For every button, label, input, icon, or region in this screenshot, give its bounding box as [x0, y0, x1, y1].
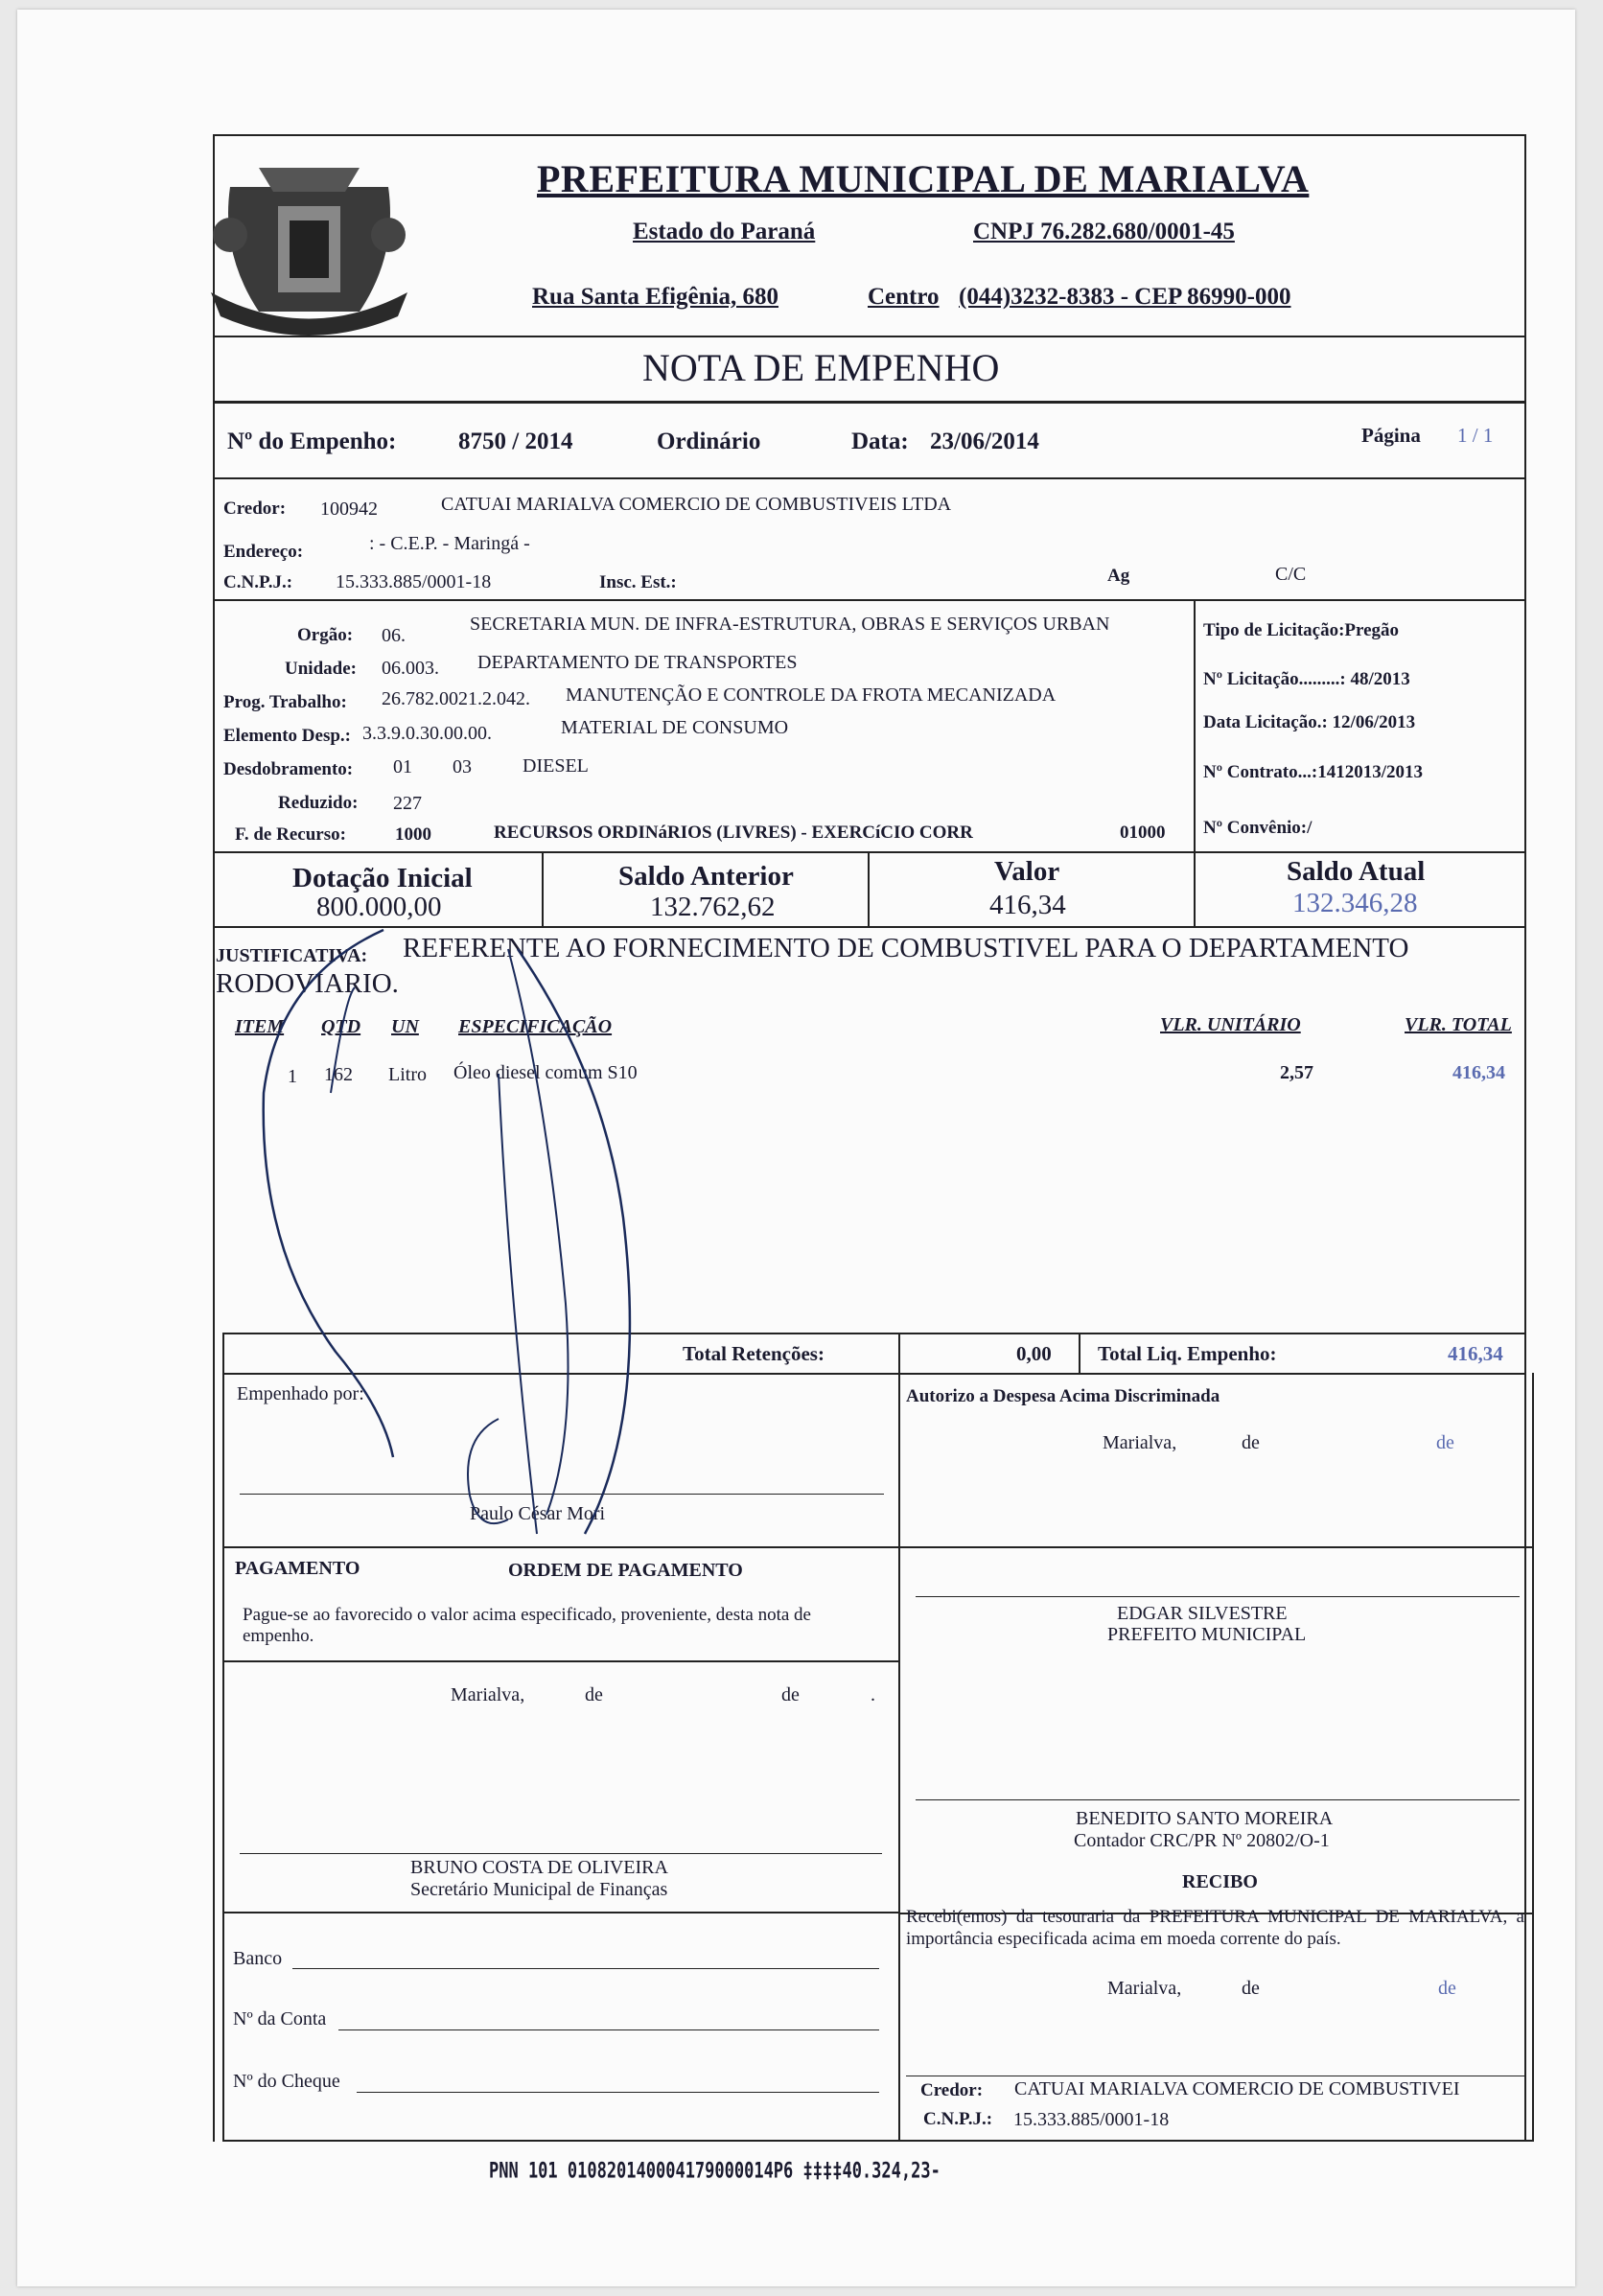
secretario-name: BRUNO COSTA DE OLIVEIRA: [410, 1857, 668, 1878]
empenhado-label: Empenhado por:: [237, 1383, 364, 1404]
item-unit-value: 2,57: [1280, 1062, 1313, 1083]
banco-label: Banco: [233, 1948, 283, 1969]
orgao-code: 06.: [382, 625, 406, 646]
conta-label: Nº da Conta: [233, 2008, 327, 2029]
recurso-name: RECURSOS ORDINáRIOS (LIVRES) - EXERCíCIO CORR: [494, 823, 973, 843]
cheque-line[interactable]: [357, 2092, 879, 2093]
col-total: VLR. TOTAL: [1405, 1014, 1512, 1035]
page-number: 1 / 1: [1457, 424, 1494, 447]
autorizo-label: Autorizo a Despesa Acima Discriminada: [906, 1386, 1220, 1406]
item-qtd: 162: [324, 1064, 353, 1085]
anterior-label: Saldo Anterior: [618, 861, 794, 892]
justificativa-text-1: REFERENTE AO FORNECIMENTO DE COMBUSTIVEL PARA O DEPARTAMENTO: [403, 933, 1409, 963]
dotacao-value: 800.000,00: [316, 892, 442, 922]
footer-cnpj-label: C.N.P.J.:: [923, 2109, 993, 2129]
ordem-pagamento-label: ORDEM DE PAGAMENTO: [508, 1560, 743, 1581]
elem-code: 3.3.9.0.30.00.00.: [362, 723, 492, 744]
recibo-de-1: de: [1242, 1978, 1260, 1999]
cc-label: C/C: [1275, 564, 1307, 585]
desd-label: Desdobramento:: [223, 759, 354, 779]
autorizo-de-2: de: [1436, 1432, 1454, 1453]
frame-left: [213, 134, 215, 2142]
item-number: 1: [288, 1066, 297, 1087]
recibo-label: RECIBO: [1182, 1871, 1258, 1892]
desd-a: 01: [393, 756, 412, 777]
empenho-label: Nº do Empenho:: [227, 429, 397, 454]
contador-signature-line: [916, 1799, 1520, 1800]
pagamento-city: Marialva,: [451, 1684, 525, 1705]
desd-b: 03: [453, 756, 472, 777]
header-address: Rua Santa Efigênia, 680: [532, 284, 778, 310]
recibo-city: Marialva,: [1107, 1978, 1182, 1999]
unidade-label: Unidade:: [285, 659, 357, 679]
orgao-label: Orgão:: [297, 625, 354, 645]
handwritten-signature: [221, 901, 681, 1572]
prog-code: 26.782.0021.2.042.: [382, 688, 530, 709]
recurso-label: F. de Recurso:: [235, 824, 346, 845]
empenho-number: 8750 / 2014: [458, 429, 573, 454]
lic-convenio: Nº Convênio:/: [1203, 818, 1313, 838]
lic-numero: Nº Licitação.........: 48/2013: [1203, 669, 1410, 689]
prog-name: MANUTENÇÃO E CONTROLE DA FROTA MECANIZADA: [566, 684, 1057, 706]
pagamento-de-1: de: [585, 1684, 603, 1705]
empenhado-signer: Paulo César Mori: [470, 1503, 606, 1524]
pagamento-de-2: de: [781, 1684, 800, 1705]
ag-label: Ag: [1107, 566, 1130, 586]
col-unitario: VLR. UNITÁRIO: [1160, 1014, 1301, 1035]
justificativa-label: JUSTIFICATIVA:: [216, 945, 368, 966]
recibo-de-2: de: [1438, 1978, 1456, 1999]
banco-line[interactable]: [292, 1968, 879, 1969]
recurso-code2: 01000: [1120, 823, 1166, 843]
col-item: ITEM: [235, 1016, 285, 1037]
unidade-name: DEPARTAMENTO DE TRANSPORTES: [477, 652, 798, 673]
prefeito-role: PREFEITO MUNICIPAL: [1107, 1624, 1307, 1645]
elem-name: MATERIAL DE CONSUMO: [561, 717, 789, 738]
atual-label: Saldo Atual: [1287, 856, 1426, 887]
lic-data: Data Licitação.: 12/06/2013: [1203, 712, 1416, 732]
valor-label: Valor: [994, 856, 1060, 887]
header-phone-cep: (044)3232-8383 - CEP 86990-000: [959, 284, 1291, 310]
col-qtd: QTD: [321, 1016, 361, 1037]
frame-right: [1524, 134, 1526, 2142]
unidade-code: 06.003.: [382, 658, 439, 679]
recurso-code: 1000: [395, 824, 431, 845]
frame-top: [213, 134, 1526, 136]
col-un: UN: [391, 1016, 419, 1037]
municipal-coat-of-arms: [201, 149, 417, 345]
document-title: NOTA DE EMPENHO: [642, 346, 1000, 389]
footer-cnpj: 15.333.885/0001-18: [1013, 2109, 1170, 2130]
dotacao-label: Dotação Inicial: [292, 863, 473, 893]
prefeito-name: EDGAR SILVESTRE: [1117, 1603, 1288, 1624]
conta-line[interactable]: [338, 2029, 879, 2030]
autorizo-city: Marialva,: [1103, 1432, 1177, 1453]
pagamento-label: PAGAMENTO: [235, 1558, 360, 1579]
valor-value: 416,34: [989, 890, 1066, 920]
retencoes-value: 0,00: [1016, 1342, 1052, 1365]
prefeito-signature-line: [916, 1596, 1520, 1597]
insc-est-label: Insc. Est.:: [599, 572, 677, 592]
liq-empenho-label: Total Liq. Empenho:: [1098, 1342, 1277, 1365]
recibo-text: Recebi(emos) da tesouraria da PREFEITURA MUNICIPAL DE MARIALVA, a importância especificada acima em moeda corrente do país.: [906, 1907, 1524, 1949]
prog-label: Prog. Trabalho:: [223, 692, 347, 712]
header-district: Centro: [868, 284, 940, 310]
credor-address: : - C.E.P. - Maringá -: [369, 533, 530, 554]
barcode-text: PNN 101 010820140004179000014P6 ‡‡‡‡40.324,23-: [489, 2159, 941, 2184]
contador-name: BENEDITO SANTO MOREIRA: [1076, 1808, 1334, 1829]
page-label: Página: [1361, 424, 1421, 447]
retencoes-label: Total Retenções:: [683, 1342, 825, 1365]
desd-name: DIESEL: [523, 755, 589, 777]
credor-address-label: Endereço:: [223, 542, 304, 562]
lic-contrato: Nº Contrato...:1412013/2013: [1203, 762, 1423, 782]
contador-role: Contador CRC/PR Nº 20802/O-1: [1074, 1830, 1330, 1851]
item-un: Litro: [388, 1064, 427, 1085]
credor-code: 100942: [320, 499, 378, 520]
footer-credor-name: CATUAI MARIALVA COMERCIO DE COMBUSTIVEI: [1014, 2078, 1460, 2099]
pagamento-text: Pague-se ao favorecido o valor acima especificado, proveniente, desta nota de empenho.: [243, 1605, 811, 1646]
header-cnpj: CNPJ 76.282.680/0001-45: [973, 219, 1235, 244]
justificativa-text-2: RODOVIARIO.: [216, 968, 399, 999]
empenho-date: 23/06/2014: [930, 429, 1039, 454]
header-title: PREFEITURA MUNICIPAL DE MARIALVA: [537, 157, 1310, 200]
item-total-value: 416,34: [1452, 1062, 1505, 1083]
liq-empenho-value: 416,34: [1448, 1342, 1503, 1365]
secretario-role: Secretário Municipal de Finanças: [410, 1879, 668, 1900]
credor-cnpj: 15.333.885/0001-18: [336, 571, 492, 592]
reduzido-label: Reduzido:: [278, 793, 359, 813]
orgao-name: SECRETARIA MUN. DE INFRA-ESTRUTURA, OBRAS E SERVIÇOS URBAN: [470, 614, 1110, 635]
empenho-date-label: Data:: [851, 429, 909, 454]
anterior-value: 132.762,62: [650, 892, 776, 922]
credor-name: CATUAI MARIALVA COMERCIO DE COMBUSTIVEIS LTDA: [441, 494, 952, 515]
secretario-signature-line: [240, 1853, 882, 1854]
pagamento-dot: .: [871, 1684, 875, 1705]
lic-tipo: Tipo de Licitação:Pregão: [1203, 620, 1400, 640]
item-especificacao: Óleo diesel comum S10: [453, 1062, 638, 1083]
reduzido-value: 227: [393, 793, 422, 814]
col-especificacao: ESPECIFICAÇÃO: [458, 1016, 613, 1037]
credor-cnpj-label: C.N.P.J.:: [223, 572, 293, 592]
credor-label: Credor:: [223, 499, 287, 519]
atual-value: 132.346,28: [1292, 888, 1418, 918]
footer-credor-label: Credor:: [920, 2080, 984, 2100]
header-state: Estado do Paraná: [633, 219, 816, 244]
autorizo-de-1: de: [1242, 1432, 1260, 1453]
cheque-label: Nº do Cheque: [233, 2071, 340, 2092]
empenho-type: Ordinário: [657, 429, 761, 454]
elem-label: Elemento Desp.:: [223, 726, 351, 746]
